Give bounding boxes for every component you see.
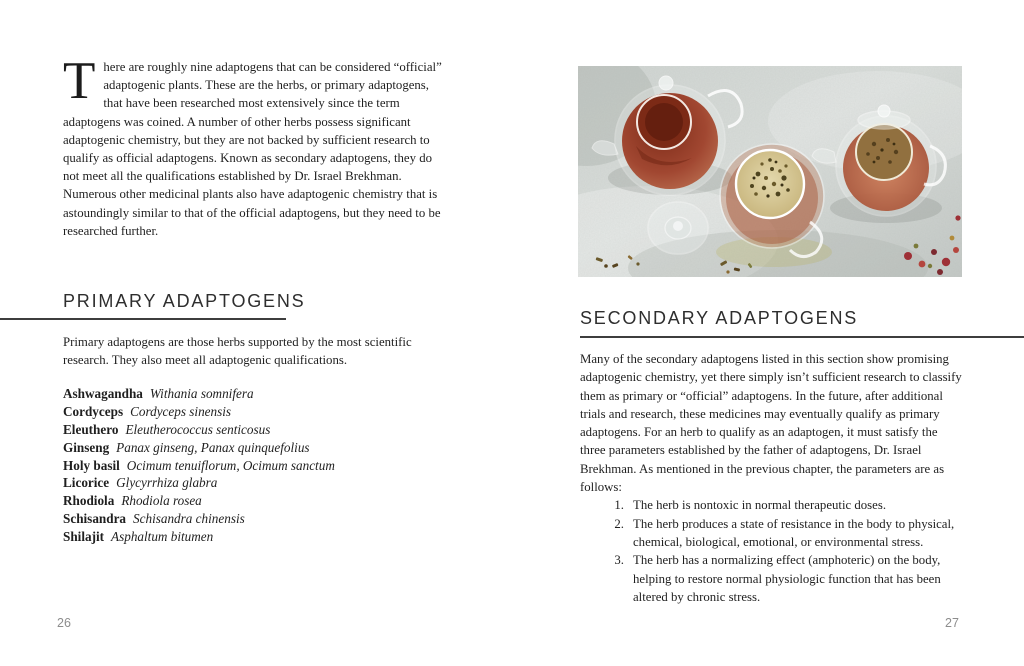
herb-latin: Rhodiola rosea [121, 493, 202, 509]
intro-paragraph [63, 52, 443, 240]
herb-latin: Glycyrrhiza glabra [116, 475, 218, 491]
herb-name: Rhodiola [63, 493, 115, 509]
parameter-number: 2. [614, 516, 624, 531]
herb-item [63, 439, 443, 457]
herb-name: Ginseng [63, 439, 110, 455]
herb-latin: Cordyceps sinensis [130, 404, 232, 420]
herb-item [63, 457, 443, 475]
herb-name: Cordyceps [63, 404, 124, 420]
herb-latin: Panax ginseng, Panax quinquefolius [116, 439, 310, 455]
teapots-photo-illustration [578, 66, 962, 277]
page-number-left: 26 [57, 616, 71, 630]
secondary-adaptogens-section [580, 308, 962, 606]
drop-cap: T [63, 52, 96, 110]
herb-name: Licorice [63, 475, 110, 491]
parameter-text: The herb produces a state of resistance in the body to physical, chemical, biological, emotional, or environmental stress. [633, 516, 955, 549]
glass-lid [648, 202, 708, 254]
herb-item [63, 474, 443, 492]
herb-name: Eleuthero [63, 422, 119, 437]
primary-section-intro: Primary adaptogens are those herbs supported by the most scientific research. They also meet all adaptogenic qualifications. [63, 335, 412, 368]
secondary-heading-rule [580, 336, 1024, 338]
herb-item [63, 510, 443, 528]
herb-item [63, 403, 443, 421]
herb-item [63, 385, 443, 403]
herb-latin: Schisandra chinensis [133, 510, 245, 526]
teapots-photo [578, 66, 962, 277]
parameter-item [580, 515, 962, 552]
herb-latin: Eleutherococcus senticosus [125, 422, 271, 437]
parameter-text: The herb has a normalizing effect (amphoteric) on the body, helping to restore normal physiologic function that has been altered by chronic stress. [633, 553, 941, 604]
herb-item [63, 421, 443, 439]
secondary-heading: SECONDARY ADAPTOGENS [580, 308, 859, 328]
primary-heading: PRIMARY ADAPTOGENS [63, 291, 306, 311]
herb-list [63, 385, 443, 545]
parameter-item [580, 551, 962, 606]
herb-latin: Ocimum tenuiflorum, Ocimum sanctum [126, 457, 335, 473]
herb-item [63, 528, 443, 546]
herb-name: Holy basil [63, 457, 120, 473]
herb-name: Shilajit [63, 528, 105, 544]
herb-item [63, 492, 443, 510]
parameter-number: 1. [614, 498, 624, 513]
parameters-list [580, 496, 962, 606]
herb-latin: Withania somnifera [149, 386, 254, 402]
parameter-number: 3. [614, 553, 624, 568]
herb-latin: Asphaltum bitumen [111, 528, 214, 544]
intro-text: here are roughly nine adaptogens that can be considered “official” adaptogenic plants. These are the herbs, or primary adaptogens, that have been researched most extensively since the term adaptogens was coined. A number of other herbs possess significant adaptogenic chemistry, but they are not backed by sufficient research to qualify as official adaptogens. Known as secondary adaptogens, they do not meet all the qualifications established by Dr. Israel Brekhman. Numerous other medicinal plants also have adaptogenic chemistry that is astoundingly similar to that of the official adaptogens, but they need to be researched further. [63, 60, 442, 238]
parameter-item [580, 496, 962, 514]
primary-adaptogens-section [63, 291, 443, 546]
parameter-text: The herb is nontoxic in normal therapeutic doses. [633, 498, 887, 513]
page-number-right: 27 [945, 616, 959, 630]
herb-name: Ashwagandha [63, 386, 143, 402]
secondary-body: Many of the secondary adaptogens listed in this section show promising adaptogenic chemistry, yet there simply isn’t sufficient research to classify them as primary or “official” adaptogens. In the future, after additional trials and research, these medicines may eventually qualify as primary adaptogens. For an herb to qualify as an adaptogen, it must satisfy the three parameters established by the father of adaptogens, Dr. Israel Brekhman. As mentioned in the previous chapter, the parameters are as follows: [580, 352, 962, 495]
primary-heading-rule [0, 318, 286, 320]
herb-name: Schisandra [63, 510, 127, 526]
